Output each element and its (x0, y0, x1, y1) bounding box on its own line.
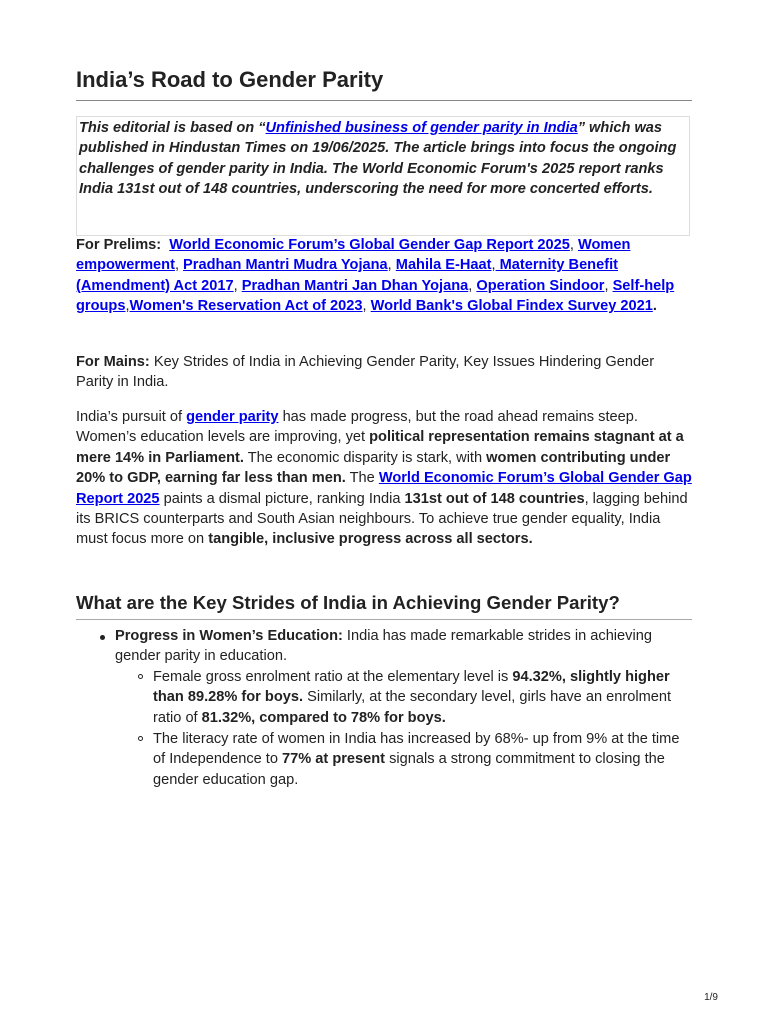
prelims-link-jan-dhan[interactable]: Pradhan Mantri Jan Dhan Yojana (241, 277, 469, 294)
sub-item-text: signals a strong commitment to closing the gender education gap. (153, 751, 665, 788)
circle-bullet-icon (138, 736, 143, 741)
para-bold: 131st out of 148 countries (404, 490, 585, 507)
para-text: paints a dismal picture, ranking India (159, 490, 405, 507)
sub-item-text: Female gross enrolment ratio at the elementary level is (153, 669, 513, 685)
intro-text-start: This editorial is based on “ (79, 120, 266, 136)
circle-bullet-icon (138, 674, 143, 679)
list-item-text: India has made remarkable strides in achieving gender parity in education. (115, 628, 652, 665)
title-divider (76, 100, 692, 101)
intro-source-link[interactable]: Unfinished business of gender parity in India (265, 120, 578, 136)
para-text: The economic disparity is stark, with (243, 449, 487, 466)
mains-label: For Mains: (76, 354, 150, 370)
intro-paragraph (76, 407, 692, 550)
para-bold: tangible, inclusive progress across all sectors. (208, 531, 533, 548)
sub-item-bold: 77% at present (282, 751, 386, 768)
prelims-link-findex-survey[interactable]: World Bank's Global Findex Survey 2021 (370, 298, 653, 315)
prelims-link-operation-sindoor[interactable]: Operation Sindoor (476, 277, 605, 294)
gender-parity-link[interactable]: gender parity (186, 409, 279, 425)
page-number: 1/9 (704, 992, 718, 1003)
list-item-label: Progress in Women’s Education: (115, 628, 343, 644)
para-text: India’s pursuit of (76, 409, 187, 425)
editorial-intro-box (76, 116, 690, 236)
section-divider (76, 619, 692, 620)
sub-item-text: Similarly, at the secondary level, girls have an enrolment ratio of (153, 689, 672, 726)
prelims-link-reservation-act[interactable]: Women's Reservation Act of 2023 (129, 298, 363, 315)
section-heading: What are the Key Strides of India in Achieving Gender Parity? (76, 592, 620, 613)
intro-text-end: ” which was published in Hindustan Times on 19/06/2025. The article brings into focus the ongoing challenges of gender parity in India. The World Economic Forum's 2025 report ranks India 131st out of 148 countries, underscoring the need for more concerted efforts. (79, 120, 677, 198)
para-text: has made progress, but the road ahead remains steep. Women’s education levels are improving, yet (76, 409, 638, 446)
prelims-link-women-empowerment[interactable]: Women empowerment (76, 237, 631, 274)
list-item (115, 626, 692, 667)
prelims-label: For Prelims: (76, 237, 162, 253)
page-title: India’s Road to Gender Parity (76, 67, 384, 92)
prelims-link-mahila-e-haat[interactable]: Mahila E-Haat (395, 257, 492, 274)
sub-list-item (153, 729, 692, 790)
para-bold: women contributing under 20% to GDP, earning far less than men. (76, 449, 671, 487)
para-text: The (345, 470, 379, 487)
wef-report-link[interactable]: World Economic Forum’s Global Gender Gap Report 2025 (76, 470, 692, 507)
para-bold: political representation remains stagnant at a mere 14% in Parliament. (76, 429, 684, 466)
sub-item-bold: 94.32%, slightly higher than 89.28% for boys. (153, 669, 670, 706)
prelims-link-mudra-yojana[interactable]: Pradhan Mantri Mudra Yojana (183, 257, 388, 274)
sub-item-text: The literacy rate of women in India has increased by 68%- up from 9% at the time of Independence to (153, 731, 680, 768)
sub-list-item (153, 667, 692, 728)
prelims-link-self-help-groups[interactable]: Self-help groups (76, 277, 675, 315)
bullet-icon (100, 635, 105, 640)
prelims-link-maternity-benefit[interactable]: Maternity Benefit (Amendment) Act 2017 (76, 257, 618, 294)
para-text: , lagging behind its BRICS counterparts and South Asian neighbours. To achieve true gender equality, India must focus more on (76, 490, 688, 548)
mains-text: Key Strides of India in Achieving Gender Parity, Key Issues Hindering Gender Parity in India. (76, 354, 655, 391)
prelims-link-wef-report[interactable]: World Economic Forum’s Global Gender Gap Report 2025 (169, 237, 570, 253)
prelims-paragraph: For Prelims: World Economic Forum’s Global Gender Gap Report 2025, Women empowerment, Pradhan Mantri Mudra Yojana, Mahila E-Haat, Maternity Benefit (Amendment) Act 2017, Pradhan Mantri Jan Dhan Yojana, Operation Sindoor, Self-help groups,Women's Reservation Act of 2023, World Bank's Global Findex Survey 2021. (76, 237, 675, 315)
mains-paragraph (76, 352, 692, 393)
sub-item-bold: 81.32%, compared to 78% for boys. (201, 709, 446, 726)
